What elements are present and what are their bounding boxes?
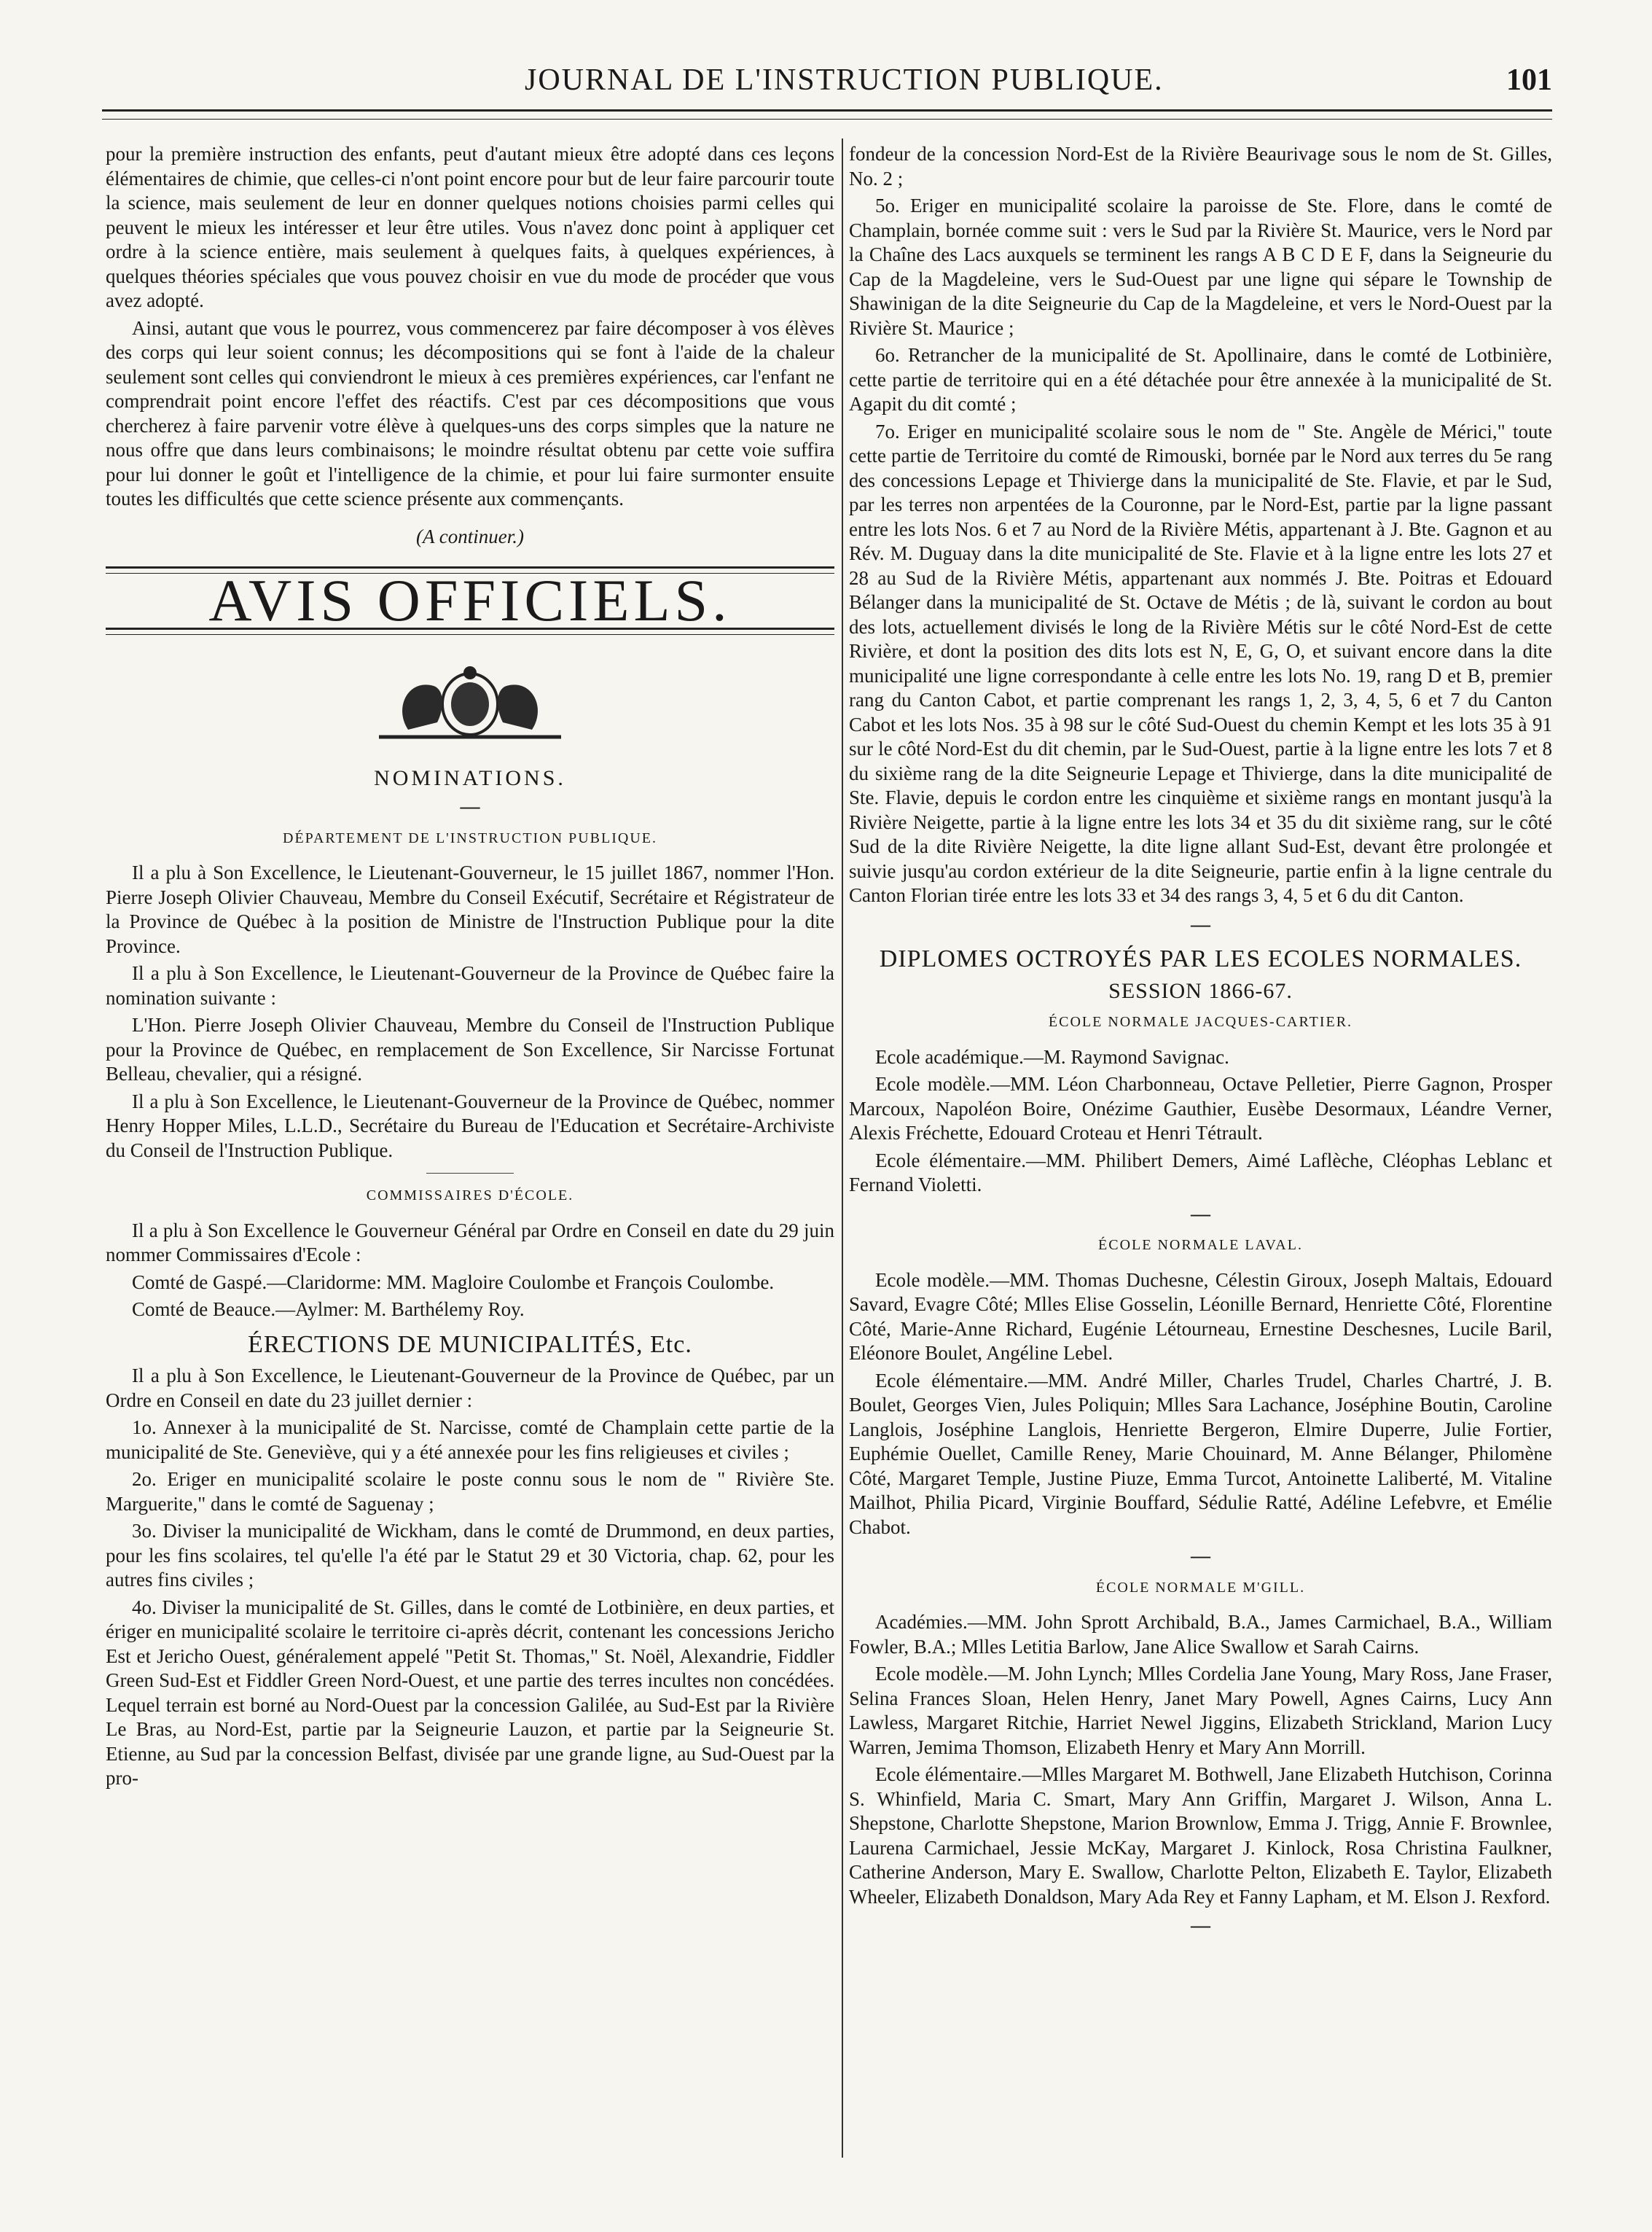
page-header [102,60,1552,111]
header-rule [102,109,1552,120]
paragraph: Ecole académique.—M. Raymond Savignac. [875,1045,1229,1068]
paragraph: Il a plu à Son Excellence, le Lieutenant-Gouverneur de la Province de Québec, nommer Henry Hopper Miles, L.L.D., Secrétaire du Bureau de l'Education et Secrétaire-Archiviste du Conseil de l'Instruction Publique. [106,1090,834,1161]
paragraph: 4o. Diviser la municipalité de St. Gilles, dans le comté de Lotbinière, en deux parties, et ériger en municipalité scolaire le territoire ci-après décrit, contenant les concessions Jericho Est et Jericho Ouest, généralement appelé "Petit St. Thomas," St. Noël, Alexandrie, Fiddler Green Sud-Est et Fiddler Green Nord-Ouest, et une partie des terres incultes non concédées. Lequel terrain est borné au Nord-Ouest par la concession Galilée, au Sud-Est par la Rivière Le Bras, au Nord-Est, partie par la Seigneurie Lauzon, et partie par la Seigneurie St. Etienne, au Sud par la concession Belfast, divisée par une grande ligne, au Sud-Ouest par la pro- [106,1596,834,1789]
paragraph: L'Hon. Pierre Joseph Olivier Chauveau, Membre du Conseil de l'Instruction Publique pour la Province de Québec, en remplacement de Son Excellence, Sir Narcisse Fortunat Belleau, chevalier, qui a résigné. [106,1014,834,1085]
paragraph: Ecole élémentaire.—MM. André Miller, Charles Trudel, Charles Chartré, J. B. Boulet, Georges Vien, Jules Poliquin; Mlles Sara Lachance, Joséphine Boutin, Caroline Langlois, Joséphine Langlois, Henriette Bergeron, Elmire Duperre, Julie Fortier, Euphémie Ouellet, Camille Reney, Marie Chouinard, M. Anne Bélanger, Philomène Côté, Margaret Temple, Justine Piuze, Emma Turcot, Antoinette Laliberté, M. Vitaline Mailhot, Philia Picard, Virginie Bouffard, Sédulie Ratté, Adéline Lefebvre, et Emélie Chabot. [849,1369,1552,1538]
paragraph: Il a plu à Son Excellence, le Lieutenant-Gouverneur de la Province de Québec, par un Ordre en Conseil en date du 23 juillet dernier : [106,1365,834,1411]
jacques-cartier-heading: ÉCOLE NORMALE JACQUES-CARTIER. [1048,1014,1353,1030]
paragraph: Ecole modèle.—MM. Léon Charbonneau, Octave Pelletier, Pierre Gagnon, Prosper Marcoux, Napoléon Boire, Onézime Gauthier, Eusèbe Desormaux, Léandre Verner, Alexis Fréchette, Edouard Croteau et Henri Tétrault. [849,1073,1552,1144]
paragraph: Ecole modèle.—M. John Lynch; Mlles Cordelia Jane Young, Mary Ross, Jane Fraser, Selina Frances Sloan, Helen Henry, Janet Mary Powell, Agnes Cairns, Lucy Ann Lawless, Margaret Ritchie, Harriet Newel Jiggins, Elizabeth Strickland, Marion Lucy Warren, Jemima Thomson, Elizabeth Henry et Mary Ann Morrill. [849,1663,1552,1758]
paragraph: Ainsi, autant que vous le pourrez, vous commencerez par faire décomposer à vos élèves des corps qui leur soient connus; les décompositions qui se font à l'aide de la chaleur seulement sont celles qui conviendront le mieux à ces premières expériences, car l'enfant ne comprendrait point encore l'effet des réactifs. C'est par ces décompositions que vous chercherez à faire parvenir votre élève à quelques-uns des corps simples que la nature ne nous offre que dans leurs combinaisons; le moindre résultat obtenu par cette voie suffira pour lui donner le goût et l'intelligence de la chimie, et pour lui faire surmonter ensuite toutes les difficultés que cette science présente aux commençants. [106,316,834,510]
right-column [849,142,1552,1943]
paragraph: 3o. Diviser la municipalité de Wickham, dans le comté de Drummond, en deux parties, pour les fins scolaires, tel qu'elle l'a été par le Statut 29 et 30 Victoria, chap. 62, pour les autres fins civiles ; [106,1520,834,1591]
mcgill-heading: ÉCOLE NORMALE M'GILL. [1095,1579,1306,1596]
coat-of-arms-emblem [364,664,576,744]
session-heading: SESSION 1866-67. [1108,978,1293,1003]
page-title: JOURNAL DE L'INSTRUCTION PUBLIQUE. [525,63,1164,97]
dash-divider: — [1191,913,1210,935]
paragraph: Il a plu à Son Excellence, le Lieutenant-Gouverneur de la Province de Québec faire la nomination suivante : [106,962,834,1009]
column-divider [842,138,843,2158]
departement-heading: DÉPARTEMENT DE L'INSTRUCTION PUBLIQUE. [283,830,657,846]
paragraph: Comté de Beauce.—Aylmer: M. Barthélemy Roy. [132,1298,525,1320]
diplomes-heading: DIPLOMES OCTROYÉS PAR LES ECOLES NORMALES. [879,945,1522,972]
paragraph: Ecole élémentaire.—MM. Philibert Demers, Aimé Laflèche, Cléophas Leblanc et Fernand Violetti. [849,1149,1552,1195]
laval-heading: ÉCOLE NORMALE LAVAL. [1098,1237,1303,1253]
paragraph: Ecole élémentaire.—Mlles Margaret M. Bothwell, Jane Elizabeth Hutchison, Corinna S. Whinfield, Maria C. Smart, Mary Ann Griffin, Margaret J. Wilson, Anna L. Shepstone, Charlotte Shepstone, Marion Brownlow, Emma J. Trigg, Annie F. Brownlee, Laurena Carmichael, Jessie McKay, Margaret J. Kinlock, Rosa Christina Faulkner, Catherine Anderson, Mary E. Swallow, Charlotte Pelton, Elizabeth E. Taylor, Elizabeth Wheeler, Elizabeth Donaldson, Mary Ada Rey et Fanny Lapham, et M. Elson J. Rexford. [849,1763,1552,1908]
dash-divider: — [460,795,480,817]
paragraph: Comté de Gaspé.—Claridorme: MM. Magloire Coulombe et François Coulombe. [132,1271,775,1293]
paragraph: Il a plu à Son Excellence, le Lieutenant-Gouverneur, le 15 juillet 1867, nommer l'Hon. Pierre Joseph Olivier Chauveau, Membre du Conseil Exécutif, Secrétaire et Régistrateur de la Province de Québec à la position de Ministre de l'Instruction Publique pour la dite Province. [106,862,834,957]
paragraph: Il a plu à Son Excellence le Gouverneur Général par Ordre en Conseil en date du 29 juin nommer Commissaires d'Ecole : [106,1219,834,1265]
paragraph: Ecole modèle.—MM. Thomas Duchesne, Célestin Giroux, Joseph Maltais, Edouard Savard, Evagre Côté; Mlles Elise Gosselin, Léonille Bernard, Henriette Côté, Florentine Côté, Marie-Anne Richard, Eugénie Létourneau, Ernestine Deschesnes, Lucile Baril, Eléonore Boulet, Angéline Lebel. [849,1268,1552,1364]
paragraph: 5o. Eriger en municipalité scolaire la paroisse de Ste. Flore, dans le comté de Champlain, bornée comme suit : vers le Sud par la Rivière St. Maurice, vers le Nord par la Chaîne des Lacs auxquels se terminent les rangs A B C D E F, dans la Seigneurie du Cap de la Magdeleine, vers le Sud-Ouest par une ligne qui sépare le Township de Shawinigan de la dite Seigneurie du Cap de la Magdeleine, et vers le Nord-Ouest par la Rivière St. Maurice ; [849,195,1552,339]
paragraph: Académies.—MM. John Sprott Archibald, B.A., James Carmichael, B.A., William Fowler, B.A.; Mlles Letitia Barlow, Jane Alice Swallow et Sarah Cairns. [849,1611,1552,1658]
erections-heading: ÉRECTIONS DE MUNICIPALITÉS, Etc. [248,1330,692,1358]
paragraph: fondeur de la concession Nord-Est de la Rivière Beaurivage sous le nom de St. Gilles, No. 2 ; [849,143,1552,190]
dash-divider: — [1191,1202,1210,1225]
paragraph: pour la première instruction des enfants, peut d'autant mieux être adopté dans ces leçons élémentaires de chimie, que celles-ci n'ont point encore pour but de leur faire parcourir toute la science, mais seulement de leur en donner quelques notions choisies parmi celles qui peuvent le mieux les intéresser et leur être utiles. Vous n'avez donc point à appliquer cet ordre à la science entière, mais seulement à quelques faits, à quelques expériences, à quelques théories spéciales que vous pouvez choisir en vue du mode de procéder que vous avez adopté. [106,143,834,311]
avis-officiels-heading: AVIS OFFICIELS. [208,567,732,633]
page-number: 101 [1506,63,1552,97]
short-rule [426,1173,514,1174]
paragraph: 7o. Eriger en municipalité scolaire sous le nom de " Ste. Angèle de Mérici," toute cette partie de Territoire du comté de Rimouski, bornée par le Nord aux terres du 5e rang des concessions Lepage et Thivierge dans la municipalité de Ste. Flavie, et par le Sud, par les terres non arpentées de la Couronne, par le Nord-Est, partie par la ligne passant entre les lots Nos. 6 et 7 au Nord de la Rivière Métis, appartenant à J. Bte. Gagnon et au Rév. M. Duguay dans la dite municipalité de Ste. Flavie et à la ligne entre les lots 27 et 28 au Sud de la Rivière Métis, appartenant aux nommés J. Bte. Poitras et Edouard Bélanger dans la municipalité de St. Octave de Métis ; de là, suivant le cordon au bout des lots, actuellement divisés le long de la Rivière Métis sur le côté Nord-Est de cette Rivière, et dont la position des dits lots est N, E, G, O, et suivant encore dans la dite municipalité une ligne correspondante à celle entre les lots No. 19, rang D et B, premier rang du Canton Cabot, et partie comprenant les rangs 1, 2, 3, 4, 5, 6 et 7 du Canton Cabot et les lots Nos. 35 à 98 sur le côté Sud-Ouest du chemin Kempt et les lots 35 à 91 sur le côté Nord-Est du dit chemin, par le Sud-Ouest, partie à la ligne entre les lots 7 et 8 du sixième rang de la dite Seigneurie Lepage et Thivierge, dans la dite municipalité de Ste. Flavie, depuis le cordon entre les cinquième et sixième rangs en montant jusqu'à la Rivière Neigette, partie à la ligne entre les lots 34 et 35 du dit sixième rang, sur le côté Sud de la dite Rivière Neigette, la dite ligne allant Sud-Est, devant être prolongée et suivie jusqu'au cordon extérieur de la dite Seigneurie, partie enfin à la ligne centrale du Canton Florian tirée entre les lots 33 et 34 des rangs 3, 4, 5 et 6 du dit Canton. [849,420,1552,906]
commissaires-heading: COMMISSAIRES D'ÉCOLE. [366,1187,574,1203]
paragraph: 6o. Retrancher de la municipalité de St. Apollinaire, dans le comté de Lotbinière, cette partie de territoire qui en a été détachée pour être annexée à la municipalité de St. Agapit du dit comté ; [849,344,1552,415]
left-column [106,142,834,1794]
paragraph: 1o. Annexer à la municipalité de St. Narcisse, comté de Champlain cette partie de la municipalité de Ste. Geneviève, qui y a été annexée pour les fins religieuses et civiles ; [106,1416,834,1463]
dash-divider: — [1191,1914,1210,1936]
nominations-heading: NOMINATIONS. [374,765,566,790]
continuer-note: (A continuer.) [416,525,524,547]
paragraph: 2o. Eriger en municipalité scolaire le poste connu sous le nom de " Rivière Ste. Marguerite," dans le comté de Saguenay ; [106,1468,834,1515]
dash-divider: — [1191,1545,1210,1566]
